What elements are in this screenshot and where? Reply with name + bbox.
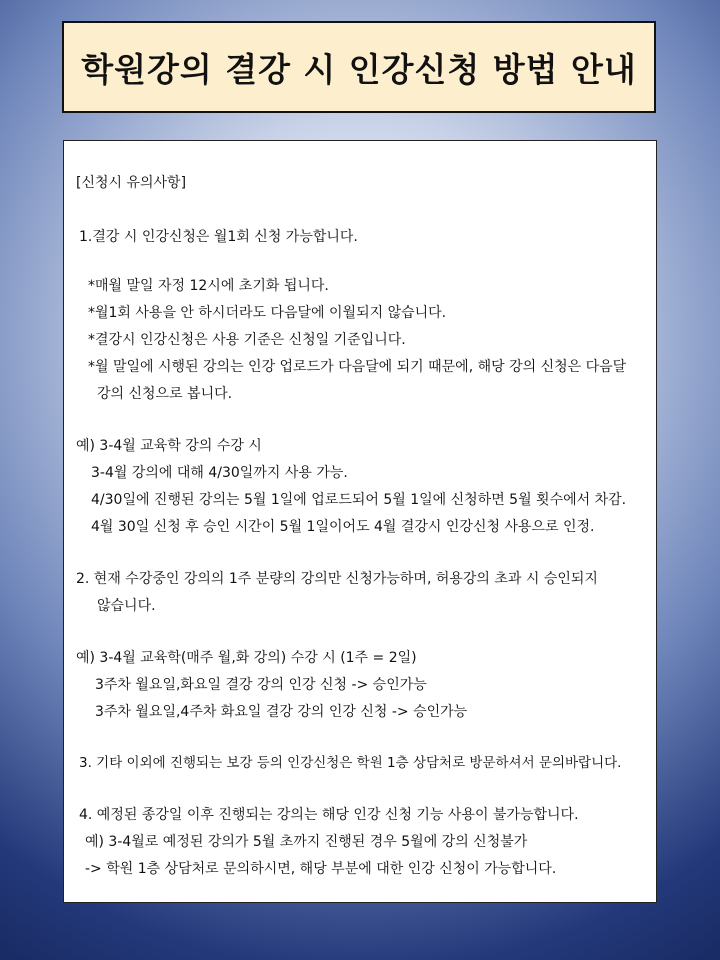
rule-2-continued: 않습니다. (97, 598, 156, 614)
section-heading: [신청시 유의사항] (76, 175, 187, 191)
note-line: 강의 신청으로 봅니다. (97, 386, 233, 402)
note-line: *결강시 인강신청은 사용 기준은 신청일 기준입니다. (88, 332, 406, 348)
example-line: 3-4월 강의에 대해 4/30일까지 사용 가능. (91, 465, 348, 481)
example-heading: 예) 3-4월 교육학(매주 월,화 강의) 수강 시 (1주 = 2일) (76, 650, 417, 666)
rule-4-example: 예) 3-4월로 예정된 강의가 5월 초까지 진행된 경우 5월에 강의 신청불가 (85, 834, 528, 850)
example-line: 4월 30일 신청 후 승인 시간이 5월 1일이어도 4월 결강시 인강신청 사용으로 인정. (91, 519, 595, 535)
example-heading: 예) 3-4월 교육학 강의 수강 시 (76, 438, 262, 454)
example-line: 4/30일에 진행된 강의는 5월 1일에 업로드되어 5월 1일에 신청하면 5월 횟수에서 차감. (91, 492, 627, 508)
rule-1: 1.결강 시 인강신청은 월1회 신청 가능합니다. (79, 229, 358, 245)
note-line: *월1회 사용을 안 하시더라도 다음달에 이월되지 않습니다. (88, 305, 447, 321)
example-line: 3주차 월요일,화요일 결강 강의 인강 신청 -> 승인가능 (95, 677, 427, 693)
rule-4: 4. 예정된 종강일 이후 진행되는 강의는 해당 인강 신청 기능 사용이 불가능합니다. (79, 807, 579, 823)
example-line: 3주차 월요일,4주차 화요일 결강 강의 인강 신청 -> 승인가능 (95, 704, 468, 720)
note-line: *매월 말일 자정 12시에 초기화 됩니다. (88, 278, 329, 294)
page-title: 학원강의 결강 시 인강신청 방법 안내 (81, 49, 637, 89)
rule-2: 2. 현재 수강중인 강의의 1주 분량의 강의만 신청가능하며, 허용강의 초과 시 승인되지 (76, 571, 598, 587)
rule-4-note: -> 학원 1층 상담처로 문의하시면, 해당 부분에 대한 인강 신청이 가능합니다. (85, 861, 557, 877)
notice-content (63, 140, 657, 903)
rule-3: 3. 기타 이외에 진행되는 보강 등의 인강신청은 학원 1층 상담처로 방문하셔서 문의바랍니다. (79, 755, 622, 771)
title-banner (62, 21, 656, 113)
note-line: *월 말일에 시행된 강의는 인강 업로드가 다음달에 되기 때문에, 해당 강의 신청은 다음달 (88, 359, 627, 375)
